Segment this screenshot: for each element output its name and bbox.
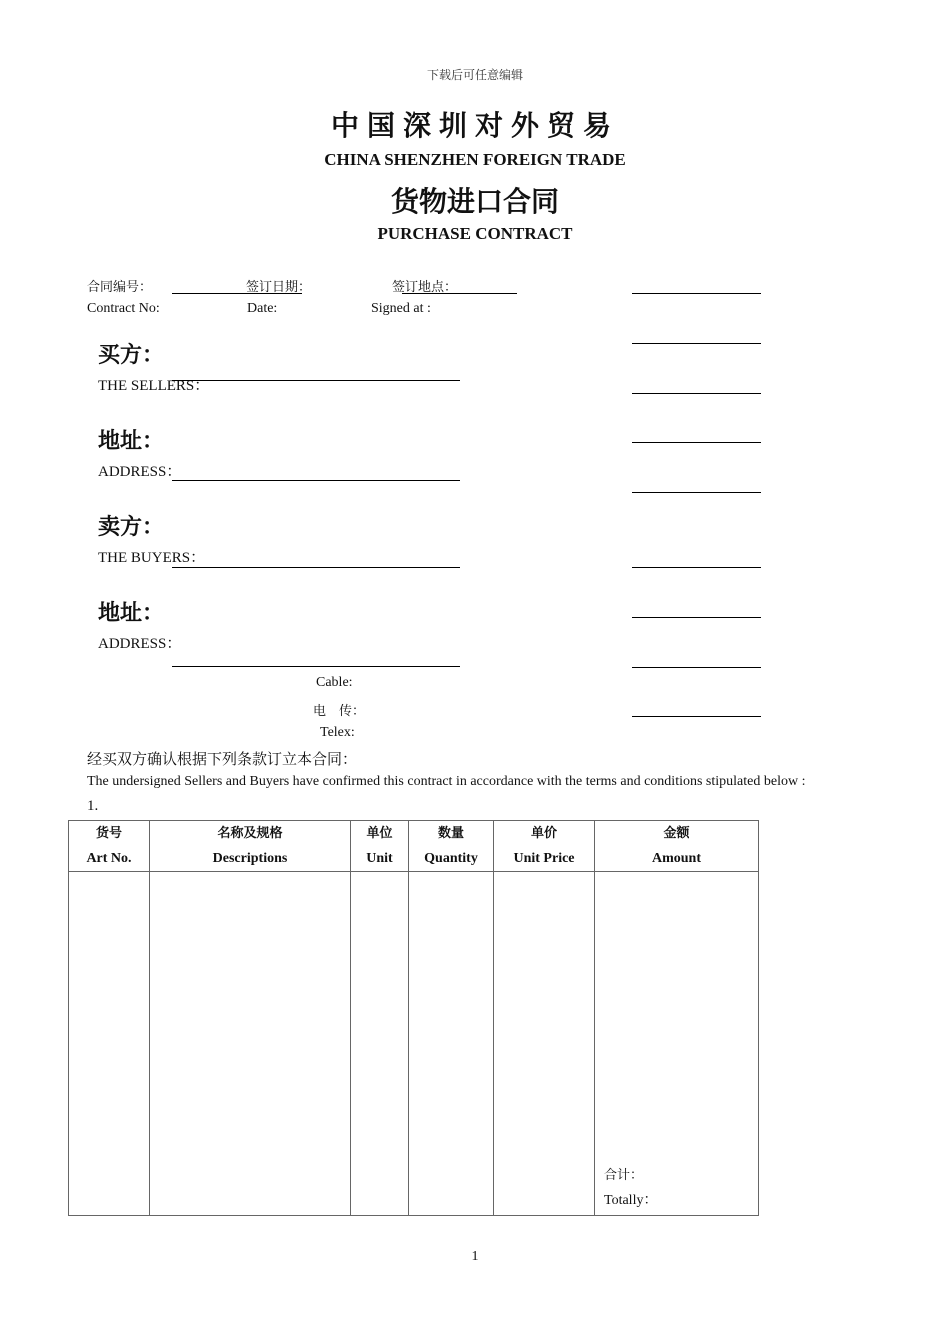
page-number: 1 bbox=[471, 1249, 479, 1264]
header-unit: 单位 Unit bbox=[351, 821, 409, 872]
table-row bbox=[69, 872, 759, 1216]
goods-table bbox=[68, 820, 759, 1216]
intro-en: The undersigned Sellers and Buyers have confirmed this contract in accordance with the terms and conditions stipulated below : bbox=[87, 774, 806, 789]
telex-label: Telex: bbox=[320, 725, 355, 740]
seller-address-label-cn: 地址： bbox=[98, 429, 165, 454]
clause-number: 1. bbox=[87, 798, 99, 814]
contract-no-label-cn: 合同编号： bbox=[87, 280, 153, 295]
table-header-row bbox=[69, 821, 759, 872]
seller-field[interactable] bbox=[172, 380, 460, 381]
right-blank-line[interactable] bbox=[632, 617, 761, 618]
signed-at-label-en: Signed at : bbox=[371, 301, 431, 316]
header-art-no: 货号 Art No. bbox=[69, 821, 150, 872]
art-no-cell[interactable] bbox=[69, 872, 150, 1216]
buyer-label-cn: 卖方： bbox=[98, 515, 165, 540]
total-label-cn: 合计： bbox=[604, 1168, 644, 1183]
header-quantity: 数量 Quantity bbox=[409, 821, 494, 872]
amount-cell[interactable] bbox=[595, 872, 759, 1216]
seller-label-en: THE SELLERS： bbox=[98, 378, 210, 394]
totals bbox=[604, 1163, 657, 1213]
unit-price-cell[interactable] bbox=[494, 872, 595, 1216]
right-blank-line[interactable] bbox=[632, 567, 761, 568]
header-unit-price: 单价 Unit Price bbox=[494, 821, 595, 872]
contract-no-label-en: Contract No: bbox=[87, 301, 160, 316]
right-blank-line[interactable] bbox=[632, 667, 761, 668]
descriptions-cell[interactable] bbox=[150, 872, 351, 1216]
right-blank-line[interactable] bbox=[632, 343, 761, 344]
cable-label: Cable: bbox=[316, 675, 353, 690]
date-label-cn: 签订日期： bbox=[246, 280, 312, 295]
total-label-en: Totally： bbox=[604, 1193, 658, 1208]
signed-at-field[interactable] bbox=[402, 293, 517, 294]
right-blank-line[interactable] bbox=[632, 293, 761, 294]
right-blank-line[interactable] bbox=[632, 492, 761, 493]
right-blank-line[interactable] bbox=[632, 716, 761, 717]
header-amount: 金额 Amount bbox=[595, 821, 759, 872]
signed-at-label-cn: 签订地点： bbox=[392, 280, 458, 295]
buyer-label-en: THE BUYERS： bbox=[98, 550, 206, 566]
contract-title-en: PURCHASE CONTRACT bbox=[377, 224, 573, 243]
header-descriptions: 名称及规格 Descriptions bbox=[150, 821, 351, 872]
unit-cell[interactable] bbox=[351, 872, 409, 1216]
seller-address-label-en: ADDRESS： bbox=[98, 464, 182, 480]
buyer-field[interactable] bbox=[172, 567, 460, 568]
title-en: CHINA SHENZHEN FOREIGN TRADE bbox=[324, 150, 626, 169]
fax-label-cn: 电 传： bbox=[313, 704, 366, 719]
seller-address-field[interactable] bbox=[172, 480, 460, 481]
buyer-address-label-cn: 地址： bbox=[98, 601, 165, 626]
right-blank-line[interactable] bbox=[632, 393, 761, 394]
intro-cn: 经买双方确认根据下列条款订立本合同： bbox=[87, 750, 358, 768]
contract-title-cn: 货物进口合同 bbox=[390, 185, 559, 218]
title-cn: 中国深圳对外贸易 bbox=[330, 109, 619, 142]
buyer-address-field[interactable] bbox=[172, 666, 460, 667]
date-label-en: Date: bbox=[247, 301, 278, 316]
buyer-address-label-en: ADDRESS： bbox=[98, 636, 182, 652]
header-note: 下载后可任意编辑 bbox=[426, 68, 523, 82]
seller-label-cn: 买方： bbox=[98, 343, 165, 368]
quantity-cell[interactable] bbox=[409, 872, 494, 1216]
right-blank-line[interactable] bbox=[632, 442, 761, 443]
